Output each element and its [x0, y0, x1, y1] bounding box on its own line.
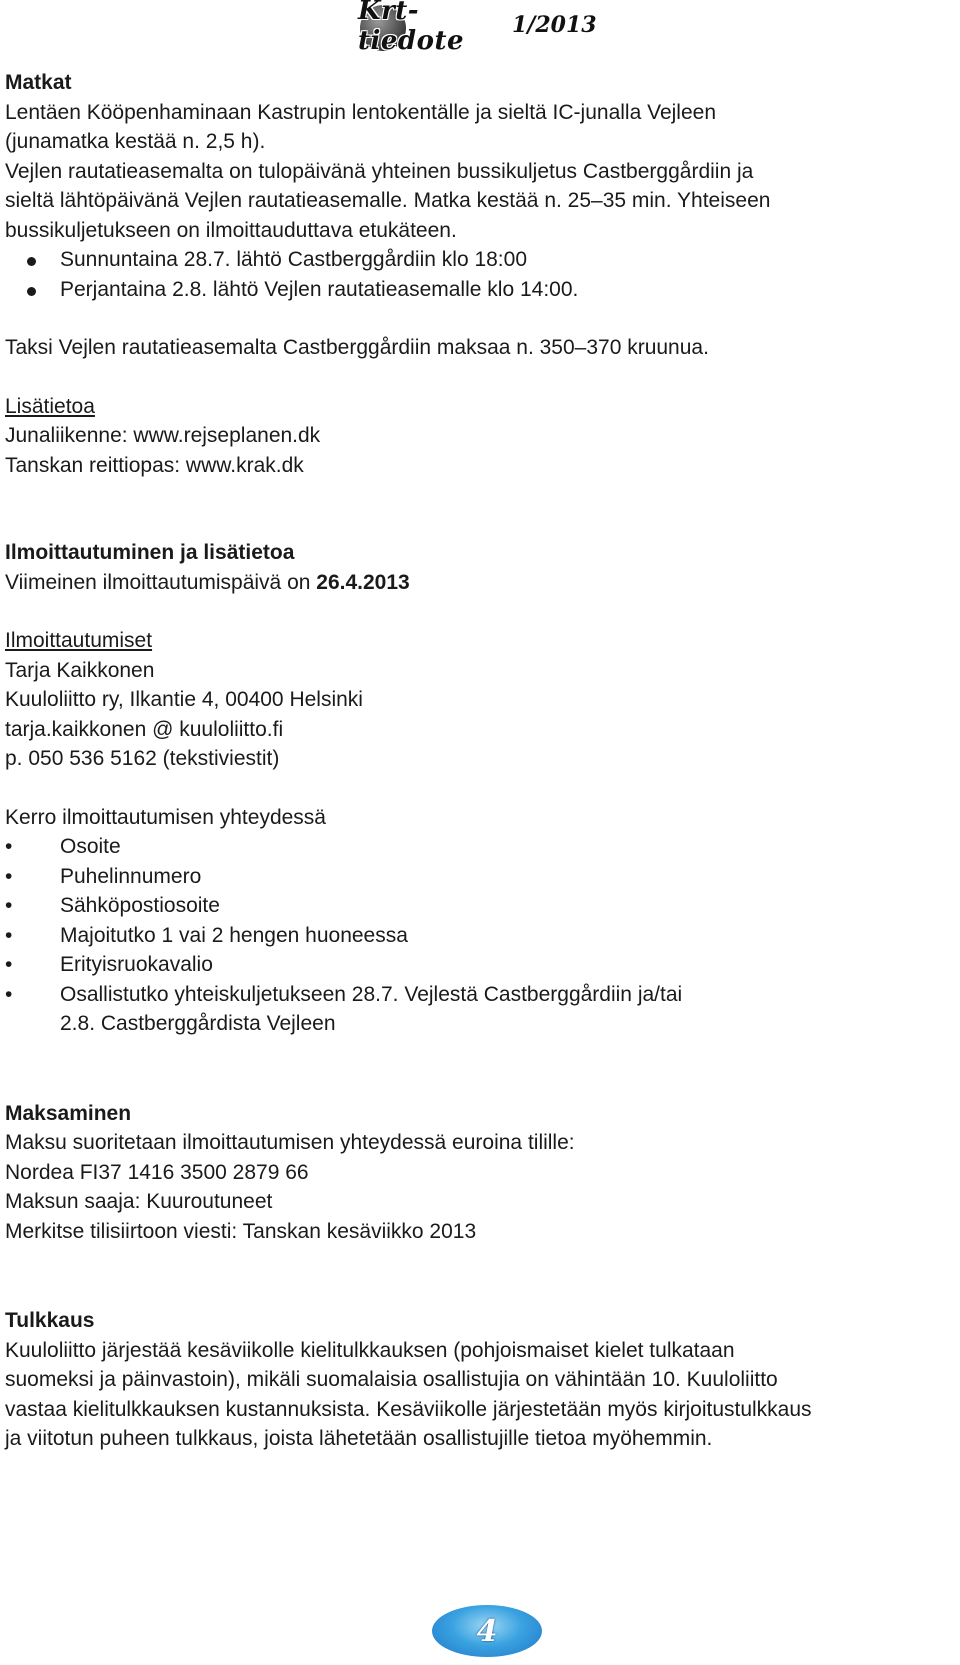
contact-name: Tarja Kaikkonen	[5, 658, 155, 682]
section-heading: Tulkkaus	[5, 1309, 95, 1332]
issue-number: 1/2013	[512, 12, 597, 38]
taxi-info: Taksi Vejlen rautatieasemalta Castberggårdiin maksaa n. 350–370 kruunua.	[5, 336, 709, 359]
deadline-date: 26.4.2013	[316, 570, 410, 594]
list-item: • Puhelinnumero	[5, 862, 955, 892]
newsletter-logo	[358, 0, 482, 56]
list-item: • Majoitutko 1 vai 2 hengen huoneessa	[5, 921, 955, 951]
section-payment	[5, 1099, 955, 1247]
page-number-badge	[432, 1605, 542, 1657]
page-number: 4	[476, 1613, 498, 1649]
document-body	[5, 68, 955, 1454]
contact-email[interactable]: tarja.kaikkonen @ kuuloliitto.fi	[5, 717, 284, 741]
account-number: Nordea FI37 1416 3500 2879 66	[5, 1160, 309, 1184]
paragraph-line: Lentäen Kööpenhaminaan Kastrupin lentokentälle ja sieltä IC-junalla Vejleen	[5, 100, 716, 124]
paragraph-line: Vejlen rautatieasemalta on tulopäivänä yhteinen bussikuljetus Castberggårdiin ja	[5, 159, 754, 183]
departure-list	[5, 245, 955, 304]
list-item: • Osallistutko yhteiskuljetukseen 28.7. Vejlestä Castberggårdiin ja/tai	[5, 980, 955, 1010]
contact-phone: p. 050 536 5162 (tekstiviestit)	[5, 747, 280, 770]
paragraph-line: Maksu suoritetaan ilmoittautumisen yhteydessä euroina tilille:	[5, 1131, 575, 1154]
page-header	[0, 0, 960, 56]
list-item: • Erityisruokavalio	[5, 950, 955, 980]
paragraph-line: suomeksi ja päinvastoin), mikäli suomalaisia osallistujia on vähintään 10. Kuuloliitto	[5, 1368, 778, 1391]
deadline-text: Viimeinen ilmoittautumispäivä on	[5, 570, 317, 594]
payment-message: Merkitse tilisiirtoon viesti: Tanskan kesäviikko 2013	[5, 1219, 477, 1243]
section-interpretation	[5, 1306, 955, 1454]
deadline-line	[5, 568, 955, 598]
paragraph-line: (junamatka kestää n. 2,5 h).	[5, 130, 266, 153]
route-info-link[interactable]: Tanskan reittiopas: www.krak.dk	[5, 453, 304, 477]
section-heading: Ilmoittautuminen ja lisätietoa	[5, 541, 295, 564]
payee: Maksun saaja: Kuuroutuneet	[5, 1190, 273, 1213]
list-item: Sunnuntaina 28.7. lähtö Castberggårdiin klo 18:00	[5, 245, 955, 275]
paragraph-line: vastaa kielitulkkauksen kustannuksista. Kesäviikolle järjestetään myös kirjoitustulkkaus	[5, 1397, 812, 1421]
section-heading: Matkat	[5, 71, 72, 94]
list-item-continuation: 2.8. Castberggårdista Vejleen	[60, 1012, 336, 1035]
more-info-label: Lisätietoa	[5, 394, 95, 418]
section-heading: Maksaminen	[5, 1101, 132, 1125]
section-registration	[5, 538, 955, 1039]
list-item: • Osoite	[5, 832, 955, 862]
section-matkat	[5, 68, 955, 480]
paragraph-line: sieltä lähtöpäivänä Vejlen rautatieasemalle. Matka kestää n. 25–35 min. Yhteiseen	[5, 189, 771, 212]
list-item: • Sähköpostiosoite	[5, 891, 955, 921]
paragraph-line: bussikuljetukseen on ilmoittauduttava etukäteen.	[5, 218, 457, 242]
train-info-link[interactable]: Junaliikenne: www.rejseplanen.dk	[5, 424, 321, 447]
paragraph-line: ja viitotun puheen tulkkaus, joista lähetetään osallistujille tietoa myöhemmin.	[5, 1427, 713, 1450]
paragraph-line: Kuuloliitto järjestää kesäviikolle kielitulkkauksen (pohjoismaiset kielet tulkataan	[5, 1338, 735, 1362]
contact-address: Kuuloliitto ry, Ilkantie 4, 00400 Helsinki	[5, 688, 363, 711]
ask-intro: Kerro ilmoittautumisen yhteydessä	[5, 805, 326, 829]
ask-list	[5, 832, 955, 1009]
contact-label: Ilmoittautumiset	[5, 629, 153, 652]
newsletter-title: Krt-tiedote	[358, 0, 465, 56]
list-item: Perjantaina 2.8. lähtö Vejlen rautatieasemalle klo 14:00.	[5, 275, 955, 305]
